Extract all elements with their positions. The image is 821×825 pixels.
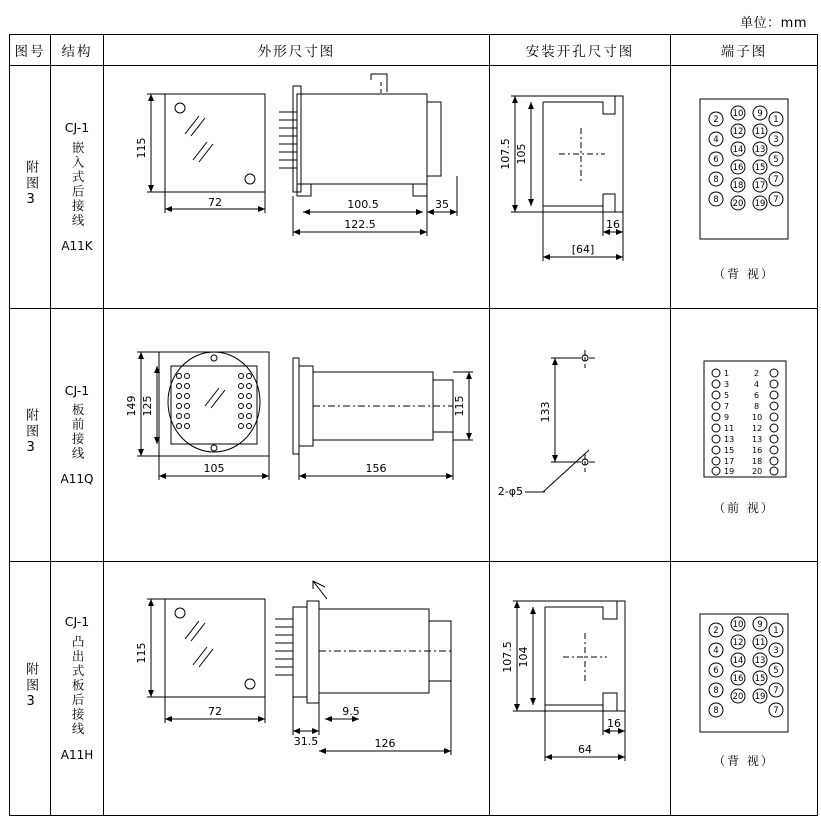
terminal-diagram-2 bbox=[686, 355, 802, 495]
svg-text:15: 15 bbox=[724, 445, 735, 455]
hole-drawing-3 bbox=[493, 589, 668, 789]
svg-text:20: 20 bbox=[732, 692, 744, 702]
svg-text:6: 6 bbox=[754, 390, 760, 400]
hole-drawing-cell-3 bbox=[490, 562, 671, 816]
dim-115-r2: 115 bbox=[452, 395, 466, 417]
dim-72-r3: 72 bbox=[207, 704, 222, 718]
svg-text:13: 13 bbox=[754, 656, 766, 666]
svg-text:19: 19 bbox=[724, 466, 735, 476]
svg-text:5: 5 bbox=[724, 390, 730, 400]
svg-text:8: 8 bbox=[713, 194, 719, 205]
terminal-diagram-3 bbox=[686, 608, 802, 748]
table-header bbox=[10, 35, 818, 66]
row-id-label: 附图3 bbox=[23, 408, 39, 458]
terminal-view-caption-2: （前 视） bbox=[713, 500, 775, 515]
structure-type: 嵌入式后接线 bbox=[70, 140, 86, 228]
svg-text:14: 14 bbox=[732, 656, 744, 666]
svg-text:19: 19 bbox=[754, 692, 766, 702]
dim-64-r1: [64] bbox=[571, 243, 594, 256]
svg-text:12: 12 bbox=[732, 638, 744, 648]
svg-text:20: 20 bbox=[752, 466, 763, 476]
table-row bbox=[10, 309, 818, 562]
header-cell-outline: 外形尺寸图 bbox=[104, 35, 490, 66]
row-structure-cell bbox=[51, 562, 104, 816]
svg-text:4: 4 bbox=[713, 134, 719, 145]
header-cell-hole: 安装开孔尺寸图 bbox=[490, 35, 671, 66]
row-id-label: 附图3 bbox=[23, 661, 39, 712]
svg-text:7: 7 bbox=[773, 686, 779, 696]
dim-35-r1: 35 bbox=[434, 198, 449, 211]
row-id-label: 附图3 bbox=[23, 160, 39, 210]
svg-text:1: 1 bbox=[724, 368, 730, 378]
dim-16-r1: 16 bbox=[605, 218, 620, 231]
svg-text:14: 14 bbox=[732, 144, 744, 155]
svg-text:7: 7 bbox=[773, 174, 779, 185]
svg-text:1: 1 bbox=[773, 626, 779, 636]
table-row bbox=[10, 562, 818, 816]
dim-31-5-r3: 31.5 bbox=[293, 734, 318, 748]
structure-model: CJ-1 bbox=[64, 120, 90, 136]
svg-text:16: 16 bbox=[752, 445, 763, 455]
svg-text:7: 7 bbox=[773, 194, 779, 205]
svg-text:3: 3 bbox=[773, 134, 779, 145]
terminal-drawing-cell-3 bbox=[671, 562, 818, 816]
svg-text:13: 13 bbox=[752, 434, 763, 444]
svg-text:16: 16 bbox=[732, 162, 744, 173]
dim-133-r2: 133 bbox=[538, 401, 552, 423]
svg-text:10: 10 bbox=[732, 108, 744, 119]
dim-104-r3: 104 bbox=[516, 646, 530, 667]
svg-text:6: 6 bbox=[713, 154, 719, 165]
dim-72-r1: 72 bbox=[207, 196, 222, 209]
hole-drawing-cell-1 bbox=[490, 66, 671, 309]
svg-text:5: 5 bbox=[773, 666, 779, 676]
svg-text:3: 3 bbox=[724, 379, 730, 389]
svg-text:17: 17 bbox=[754, 180, 766, 191]
svg-text:2: 2 bbox=[754, 368, 760, 378]
structure-model: CJ-1 bbox=[64, 382, 90, 398]
outline-drawing-cell-1 bbox=[104, 66, 490, 309]
svg-text:15: 15 bbox=[754, 674, 766, 684]
svg-text:19: 19 bbox=[754, 198, 766, 209]
svg-text:10: 10 bbox=[752, 412, 763, 422]
svg-text:9: 9 bbox=[757, 620, 763, 630]
svg-text:13: 13 bbox=[724, 434, 735, 444]
svg-text:4: 4 bbox=[713, 646, 719, 656]
svg-text:8: 8 bbox=[713, 174, 719, 185]
terminal-diagram-1 bbox=[686, 93, 802, 261]
terminal-view-caption-3: （背 视） bbox=[713, 754, 775, 768]
header-cell-terminal: 端子图 bbox=[671, 35, 818, 66]
svg-text:5: 5 bbox=[773, 154, 779, 165]
svg-text:2: 2 bbox=[713, 114, 719, 125]
svg-text:9: 9 bbox=[757, 108, 763, 119]
dimension-table bbox=[9, 34, 818, 816]
dim-156-r2: 156 bbox=[365, 462, 386, 475]
outline-drawing-1 bbox=[107, 72, 487, 302]
dim-105-r2: 105 bbox=[203, 462, 224, 475]
row-id-cell bbox=[10, 66, 51, 309]
svg-text:9: 9 bbox=[724, 412, 730, 422]
svg-text:11: 11 bbox=[754, 126, 766, 137]
dim-122-5-r1: 122.5 bbox=[343, 218, 376, 231]
outline-drawing-2 bbox=[107, 330, 487, 540]
svg-text:10: 10 bbox=[732, 620, 744, 630]
svg-text:12: 12 bbox=[752, 423, 763, 433]
outline-drawing-cell-2 bbox=[104, 309, 490, 562]
svg-text:13: 13 bbox=[754, 144, 766, 155]
hole-drawing-1 bbox=[493, 82, 668, 292]
structure-model: CJ-1 bbox=[64, 614, 90, 630]
svg-text:11: 11 bbox=[754, 638, 766, 648]
row-id-cell bbox=[10, 562, 51, 816]
structure-code: A11H bbox=[60, 747, 94, 762]
dim-115-r3: 115 bbox=[134, 642, 148, 663]
dim-149-r2: 149 bbox=[124, 395, 138, 417]
svg-text:7: 7 bbox=[724, 401, 730, 411]
row-structure-cell bbox=[51, 309, 104, 562]
row-structure-cell bbox=[51, 66, 104, 309]
svg-text:3: 3 bbox=[773, 646, 779, 656]
row-id-cell bbox=[10, 309, 51, 562]
dim-100-5-r1: 100.5 bbox=[346, 198, 379, 211]
structure-type: 凸出式板后接线 bbox=[70, 635, 86, 737]
outline-drawing-3 bbox=[107, 579, 487, 799]
svg-text:8: 8 bbox=[754, 401, 760, 411]
svg-text:17: 17 bbox=[724, 456, 735, 466]
table-row bbox=[10, 66, 818, 309]
header-cell-id: 图号 bbox=[10, 35, 51, 66]
svg-text:20: 20 bbox=[732, 198, 744, 209]
svg-text:1: 1 bbox=[773, 114, 779, 125]
svg-text:8: 8 bbox=[713, 706, 719, 716]
dim-107-5-r1: 107.5 bbox=[498, 138, 512, 170]
svg-text:18: 18 bbox=[752, 456, 763, 466]
dim-125-r2: 125 bbox=[140, 395, 154, 417]
svg-text:16: 16 bbox=[732, 674, 744, 684]
dim-115-r1: 115 bbox=[134, 137, 148, 159]
svg-text:8: 8 bbox=[713, 686, 719, 696]
structure-code: A11Q bbox=[60, 472, 94, 487]
structure-type: 板前接线 bbox=[70, 403, 86, 462]
dim-64-r3: 64 bbox=[577, 742, 592, 756]
svg-text:11: 11 bbox=[724, 423, 735, 433]
dim-16-r3: 16 bbox=[606, 716, 621, 730]
svg-text:15: 15 bbox=[754, 162, 766, 173]
svg-text:2: 2 bbox=[713, 626, 719, 636]
svg-text:12: 12 bbox=[732, 126, 744, 137]
terminal-view-caption-1: （背 视） bbox=[713, 266, 775, 281]
hole-drawing-2 bbox=[493, 340, 668, 530]
outline-drawing-cell-3 bbox=[104, 562, 490, 816]
unit-note: 单位：mm bbox=[740, 16, 807, 31]
structure-code: A11K bbox=[61, 238, 93, 253]
dim-105-r1: 105 bbox=[514, 143, 528, 165]
svg-text:18: 18 bbox=[732, 180, 744, 191]
svg-text:7: 7 bbox=[773, 706, 779, 716]
dim-126-r3: 126 bbox=[374, 736, 395, 750]
hole-note-r2: 2-φ5 bbox=[497, 485, 523, 498]
terminal-drawing-cell-2 bbox=[671, 309, 818, 562]
dim-107-5-r3: 107.5 bbox=[500, 640, 514, 673]
svg-text:6: 6 bbox=[713, 666, 719, 676]
dim-9-5-r3: 9.5 bbox=[341, 704, 360, 718]
header-cell-structure: 结构 bbox=[51, 35, 104, 66]
terminal-drawing-cell-1 bbox=[671, 66, 818, 309]
hole-drawing-cell-2 bbox=[490, 309, 671, 562]
svg-text:4: 4 bbox=[754, 379, 760, 389]
